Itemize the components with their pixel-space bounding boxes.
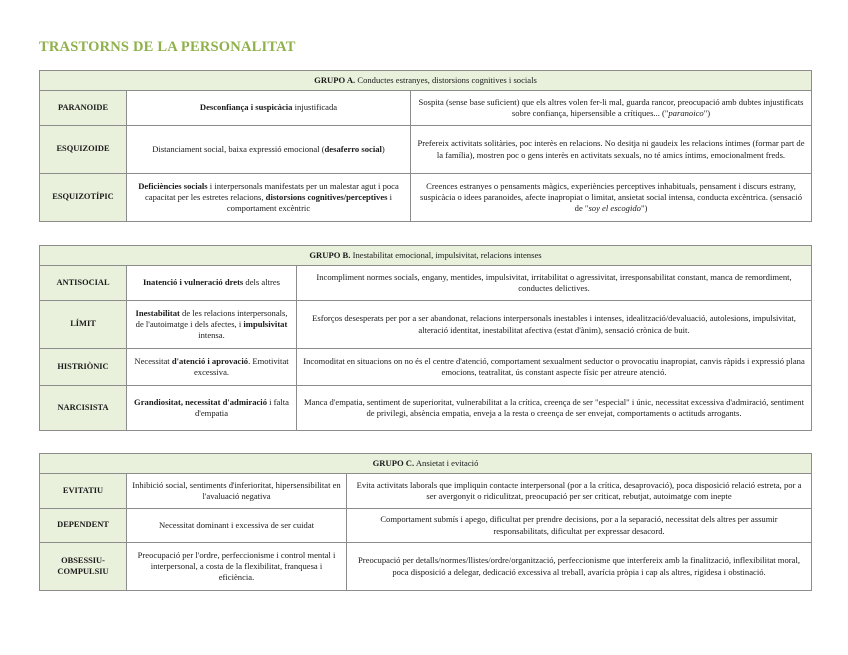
highlight-text: Inestabilitat — [135, 307, 180, 318]
description-cell: Manca d'empatia, sentiment de superioritat, vulnerabilitat a la crítica, creença de ser "especial" i únic, necessitat excessiva d'admiració, sentiment de privilegi, absència empatia, enveja a la resta o creença de ser envejat, comportaments o actituds arrogants. — [297, 386, 812, 431]
core-feature-cell: Inhibició social, sentiments d'inferioritat, hipersensibilitat en l'avaluació negativa — [127, 474, 347, 509]
core-text: Necessitat — [134, 355, 172, 366]
group-label: GRUPO B. — [309, 249, 351, 260]
core-text: injustificada — [292, 102, 338, 113]
group-c-header — [40, 454, 812, 474]
core-text: i falta d'empatia — [194, 396, 289, 418]
core-feature-cell: Preocupació per l'ordre, perfeccionisme i control mental i interpersonal, a costa de la flexibilitat, franquesa i eficiència. — [127, 543, 347, 591]
disorder-name-paranoide: PARANOIDE — [40, 91, 127, 126]
core-feature-cell — [127, 301, 297, 349]
highlight-text: Inatenció i vulneració drets — [142, 277, 244, 288]
group-b-table — [39, 245, 812, 431]
highlight-text: Deficiències socials — [138, 180, 208, 191]
highlight-text: Desconfiança i suspicàcia — [199, 102, 293, 113]
group-c-table — [39, 453, 812, 591]
description-cell — [411, 91, 812, 126]
disorder-name-limit: LÍMIT — [40, 301, 127, 349]
description-text: Sospita (sense base suficient) que els altres volen fer-li mal, guarda rancor, preocupació amb dubtes injustificats sobre confiança, hipersensible a crítiques... (" — [418, 96, 804, 118]
disorder-name-obsessiu-compulsiu — [40, 543, 127, 591]
group-a-table — [39, 70, 812, 222]
core-text: i interpersonals manifestats per un malestar agut i poca capacitat per les estretes relacions, — [144, 180, 399, 202]
italic-text: soy el escogido — [588, 203, 641, 214]
name-line: OBSESSIU- — [61, 555, 105, 565]
group-a-header — [40, 71, 812, 91]
name-line: COMPULSIU — [57, 566, 109, 576]
disorder-name-dependent: DEPENDENT — [40, 509, 127, 543]
description-cell: Evita activitats laborals que impliquin contacte interpersonal (por a la crítica, desaprovació), poca disposició relació estreta, por a ser avergonyit o ridiculitzat, preocupació per ser criticat, rebutjat, autoimatge com inepte — [347, 474, 812, 509]
italic-text: paranoico — [668, 108, 704, 118]
description-cell — [411, 174, 812, 222]
disorder-name-narcisista: NARCISISTA — [40, 386, 127, 431]
highlight-text: d'atenció i aprovació — [171, 355, 249, 366]
description-cell: Incompliment normes socials, engany, mentides, impulsivitat, irritabilitat o agressivitat, irresponsabilitat constant, manca de remordiment, conductes delictives. — [297, 266, 812, 301]
highlight-text: distorsions cognitives/perceptives — [265, 191, 388, 202]
core-feature-cell — [127, 174, 411, 222]
description-text: Creences estranyes o pensaments màgics, experiències perceptives inhabituals, pensament i discurs estrany, suspicàcia o idees paranoides, afecte inapropiat o limitat, ansietat social intensa, conducta excèntrica. (sensació de " — [419, 180, 803, 214]
core-feature-cell — [127, 266, 297, 301]
description-cell: Esforços desesperats per por a ser abandonat, relacions interpersonals inestables i intenses, idealització/devaluació, autolesions, impulsivitat, alteració identitat, inestabilitat afectiva (estat d'ànim), sensació crònica de buit. — [297, 301, 812, 349]
description-cell: Prefereix activitats solitàries, poc interès en relacions. No desitja ni gaudeix les relacions íntimes (formar part de la família), mostren poc o gens interès en activitats sexuals, no té amics íntims, emocionalment freds. — [411, 126, 812, 174]
description-text: ") — [703, 108, 711, 118]
core-text: de les relacions interpersonals, de l'autoimatge i dels afectes, i — [135, 307, 288, 329]
highlight-text: Grandiositat, necessitat d'admiració — [134, 396, 267, 407]
core-feature-cell — [127, 386, 297, 431]
core-feature-cell — [127, 126, 411, 174]
core-text: . Emotivitat excessiva. — [193, 355, 289, 377]
disorder-name-esquizotipic: ESQUIZOTÍPIC — [40, 174, 127, 222]
core-text: intensa. — [198, 330, 225, 341]
core-text: ) — [381, 143, 385, 154]
group-title: Inestabilitat emocional, impulsivitat, relacions intenses — [352, 249, 542, 260]
core-text: dels altres — [243, 277, 281, 288]
group-b-header — [40, 246, 812, 266]
page-title: TRASTORNS DE LA PERSONALITAT — [39, 39, 296, 55]
highlight-text: impulsivitat — [243, 318, 288, 329]
core-feature-cell: Necessitat dominant i excessiva de ser cuidat — [127, 509, 347, 543]
description-cell: Incomoditat en situacions on no és el centre d'atenció, comportament sexualment seductor o provocatiu inapropiat, canvis ràpids i expressió plana emocions, teatralitat, ús constant aspecte físic per atreure atenció. — [297, 349, 812, 386]
group-label: GRUPO A. — [314, 74, 356, 85]
disorder-name-esquizoide: ESQUIZOIDE — [40, 126, 127, 174]
group-label: GRUPO C. — [372, 457, 415, 468]
disorder-name-antisocial: ANTISOCIAL — [40, 266, 127, 301]
description-text: ") — [640, 203, 648, 214]
core-feature-cell — [127, 91, 411, 126]
highlight-text: desaferro social — [324, 143, 382, 154]
description-cell: Comportament submís i apego, dificultat per prendre decisions, por a la separació, necessitat dels altres per assumir responsabilitats, dificultat per expressar desacord. — [347, 509, 812, 543]
disorder-name-histrionic: HISTRIÒNIC — [40, 349, 127, 386]
disorder-name-evitatiu: EVITATIU — [40, 474, 127, 509]
group-title: Conductes estranyes, distorsions cognitives i socials — [357, 74, 537, 85]
core-feature-cell — [127, 349, 297, 386]
core-text: i comportament excèntric — [226, 191, 393, 214]
group-title: Ansietat i evitació — [415, 457, 479, 468]
core-text: Distanciament social, baixa expressió emocional ( — [152, 143, 325, 154]
description-cell: Preocupació per detalls/normes/llistes/ordre/organització, perfeccionisme que interfereix amb la finalització, inflexibilitat moral, poca disposició a delegar, dedicació excessiva al treball, avarícia pròpia i cap als altres, rigidesa i obstinació. — [347, 543, 812, 591]
